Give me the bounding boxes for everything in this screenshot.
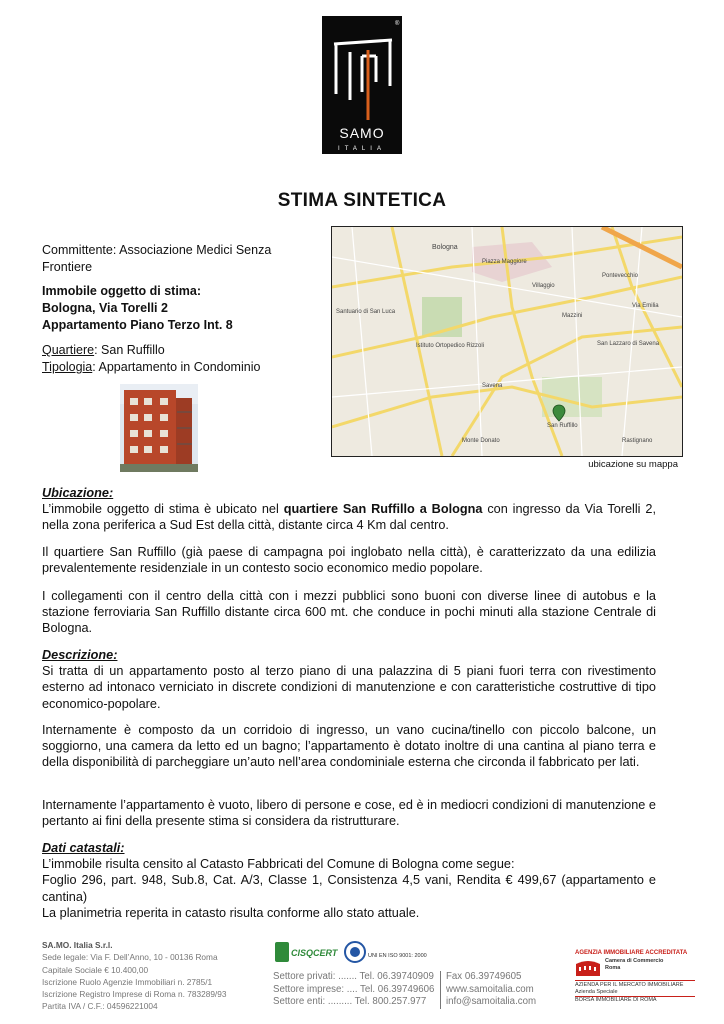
logo-brand: SAMO (339, 125, 385, 141)
footer-line: Partita IVA / C.F.: 04596221004 (42, 1001, 158, 1012)
map-label-bologna: Bologna (432, 244, 458, 251)
map-label-montedonato: Monte Donato (462, 438, 500, 444)
footer-company (42, 939, 262, 1013)
descrizione-heading: Descrizione: (42, 648, 118, 662)
ubicazione-p1: L’immobile oggetto di stima è ubicato nel quartiere San Ruffillo a Bologna con ingresso da Via Torelli 2, nella zona periferica a Sud Est della città, distante circa 4 Km dal centro. (42, 502, 656, 533)
map-caption: ubicazione su mappa (588, 459, 678, 470)
contact-line: Settore privati: ....... Tel. 06.39740909 (273, 971, 434, 982)
immobile-unit: Appartamento Piano Terzo Int. 8 (42, 318, 233, 332)
agency-sub3: BORSA IMMOBILIARE DI ROMA (575, 996, 695, 1004)
dati-heading: Dati catastali: (42, 841, 125, 855)
quartiere-value: : San Ruffillo (94, 343, 165, 357)
cisqcert-name: CISQCERT (291, 948, 338, 958)
footer-company-name: SA.MO. Italia S.r.l. (42, 940, 113, 950)
map-label-sanruffillo: San Ruffillo (547, 423, 578, 429)
immobile-address: Bologna, Via Torelli 2 (42, 301, 168, 315)
building-photo (120, 384, 198, 472)
iso-label: UNI EN ISO 9001: 2000 (368, 953, 427, 959)
map-label-savena: Savena (482, 383, 503, 389)
agency-badge (575, 950, 695, 1018)
tipologia-label: Tipologia (42, 360, 93, 374)
footer-contacts (273, 971, 434, 1009)
map-label-sanlazzaro: San Lazzaro di Savena (597, 341, 660, 347)
agency-chamber: Camera di Commercio (605, 958, 664, 964)
section-ubicazione (42, 485, 656, 534)
committente: Committente: Associazione Medici Senza Frontiere (42, 243, 272, 274)
dati-l1: L’immobile risulta censito al Catasto Fabbricati del Comune di Bologna come segue: (42, 857, 515, 872)
footer-line: Iscrizione Ruolo Agenzie Immobiliari n. 2785/1 (42, 976, 213, 987)
colosseum-icon (575, 958, 601, 978)
map-label-rizzoli: Istituto Ortopedico Rizzoli (416, 343, 485, 349)
map-label-sanluca: Santuario di San Luca (336, 309, 396, 315)
contact-line: Settore imprese: .... Tel. 06.39749606 (273, 983, 435, 995)
ubicazione-p1-bold: quartiere San Ruffillo a Bologna (283, 502, 483, 517)
fax: Fax 06.39749605 (446, 971, 522, 982)
location-map (331, 226, 683, 457)
ubicazione-p2: Il quartiere San Ruffillo (già paese di campagna poi inglobato nella città), è caratterizzato da una edilizia prevalentemente residenziale in un contesto socio economico medio popolare. (42, 545, 656, 576)
email-link[interactable]: info@samoitalia.com (446, 996, 537, 1008)
website-link[interactable]: www.samoitalia.com (446, 983, 534, 995)
contact-line: Settore enti: ......... Tel. 800.257.977 (273, 996, 427, 1008)
quartiere-label: Quartiere (42, 343, 95, 357)
ubicazione-p3: I collegamenti con il centro della città con i mezzi pubblici sono buoni con diverse linee di autobus e la stazione ferroviaria San Ruffillo distante circa 600 mt. che conduce in pochi minuti alla stazione Centrale di Bologna. (42, 589, 656, 636)
quartiere-block (42, 342, 312, 376)
footer-line: Sede legale: Via F. Dell’Anno, 10 - 00136 Roma (42, 952, 218, 963)
descrizione-p1: Si tratta di un appartamento posto al terzo piano di una palazzina di 5 piani fuori terra con rivestimento esterno ad intonaco verniciato in discrete condizioni di manutenzione e con caratteristiche costruttive di tipo economico-popolare. (42, 664, 656, 711)
dati-l2: Foglio 296, part. 948, Sub.8, Cat. A/3, Classe 1, Consistenza 4,5 vani, Rendita € 499,67 (appartamento e cantina) (42, 873, 656, 904)
footer-contacts-right (440, 971, 536, 1009)
section-descrizione (42, 647, 656, 712)
agency-sub1: AZIENDA PER IL MERCATO IMMOBILIARE (575, 982, 684, 988)
map-label-pontevecchio: Pontevecchio (602, 273, 639, 279)
dati-l3: La planimetria reperita in catasto risulta conforme allo stato attuale. (42, 905, 420, 920)
map-label-mazzini: Mazzini (562, 313, 583, 319)
page-title: STIMA SINTETICA (277, 190, 447, 211)
immobile-label: Immobile oggetto di stima: (42, 284, 202, 298)
map-label-viaemilia: Via Emilia (632, 303, 659, 309)
agency-city: Roma (605, 965, 621, 971)
descrizione-p3: Internamente l’appartamento è vuoto, libero di persone e cose, ed è in mediocri condizioni di manutenzione e pertanto ai fini della presente stima si considera da ristrutturare. (42, 798, 656, 829)
cisqcert-icon (275, 942, 289, 962)
tipologia-value: : Appartamento in Condominio (92, 360, 261, 374)
map-label-rastignano: Rastignano (622, 438, 653, 444)
footer-line: Iscrizione Registro Imprese di Roma n. 783289/93 (42, 989, 227, 1000)
agency-sub2: Azienda Speciale (575, 989, 618, 995)
ubicazione-heading: Ubicazione: (42, 486, 114, 500)
footer-line: Capitale Sociale € 10.400,00 (42, 964, 149, 975)
section-dati (42, 840, 656, 921)
map-label-piazza: Piazza Maggiore (482, 259, 527, 265)
certification-logos (275, 940, 445, 970)
immobile-block (42, 283, 312, 334)
samo-logo (322, 16, 402, 154)
registered-mark: ® (395, 21, 400, 27)
agency-title: AGENZIA IMMOBILIARE ACCREDITATA (575, 950, 688, 956)
map-label-villaggio: Villaggio (532, 283, 555, 289)
logo-sub: ITALIA (338, 146, 386, 152)
descrizione-p2: Internamente è composto da un corridoio di ingresso, un vano cucina/tinello con piccolo balcone, un soggiorno, una camera da letto ed un bagno; l’appartamento è dotato inoltre di una cantina al piano terra e della disponibilità di parcheggiare un’auto nell’area condominiale esterna che circonda il fabbricato per lati. (42, 723, 656, 770)
